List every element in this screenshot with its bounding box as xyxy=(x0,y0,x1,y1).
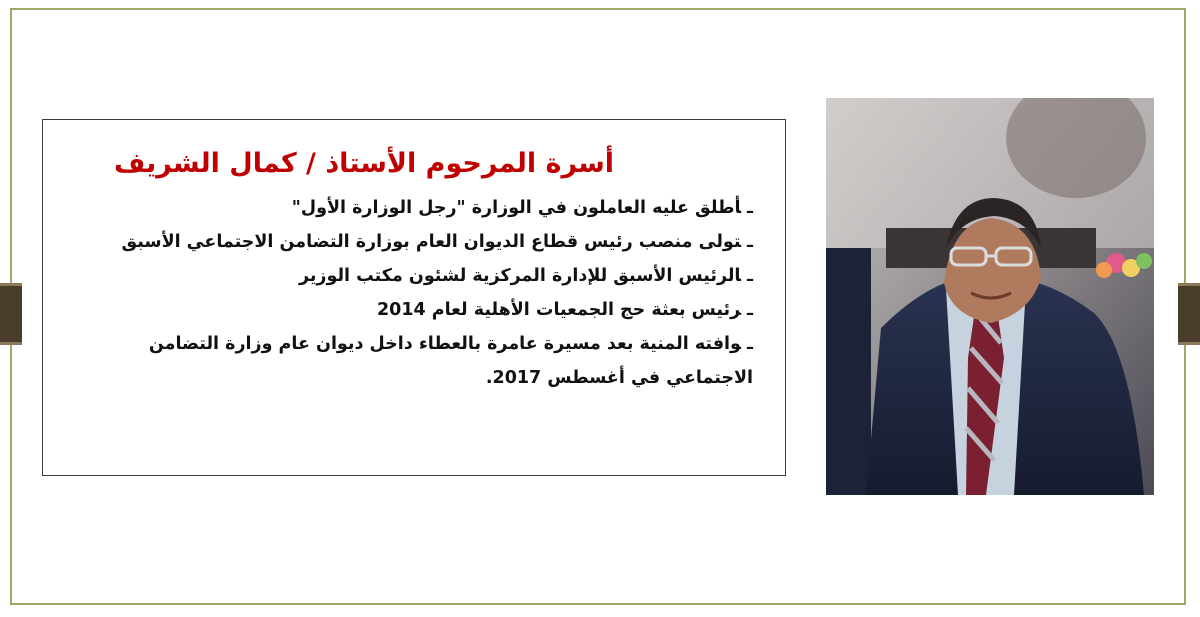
list-item: ـتولى منصب رئيس قطاع الديوان العام بوزارة التضامن الاجتماعي الأسبق xyxy=(121,232,753,252)
left-side-tab xyxy=(0,283,22,345)
portrait-illustration xyxy=(826,98,1154,495)
right-side-tab xyxy=(1178,283,1200,345)
list-item: ـوافته المنية بعد مسيرة عامرة بالعطاء داخل ديوان عام وزارة التضامن الاجتماعي في أغسطس 2017. xyxy=(148,334,753,388)
list-item: ـأطلق عليه العاملون في الوزارة "رجل الوزارة الأول" xyxy=(291,198,753,218)
page-title: أسرة المرحوم الأستاذ / كمال الشريف xyxy=(113,148,615,179)
bullet-list xyxy=(67,191,761,395)
text-box xyxy=(42,119,786,476)
portrait-photo xyxy=(826,98,1154,495)
list-item: ـرئيس بعثة حج الجمعيات الأهلية لعام 2014 xyxy=(376,300,753,320)
list-item: ـالرئيس الأسبق للإدارة المركزية لشئون مكتب الوزير xyxy=(298,266,753,286)
